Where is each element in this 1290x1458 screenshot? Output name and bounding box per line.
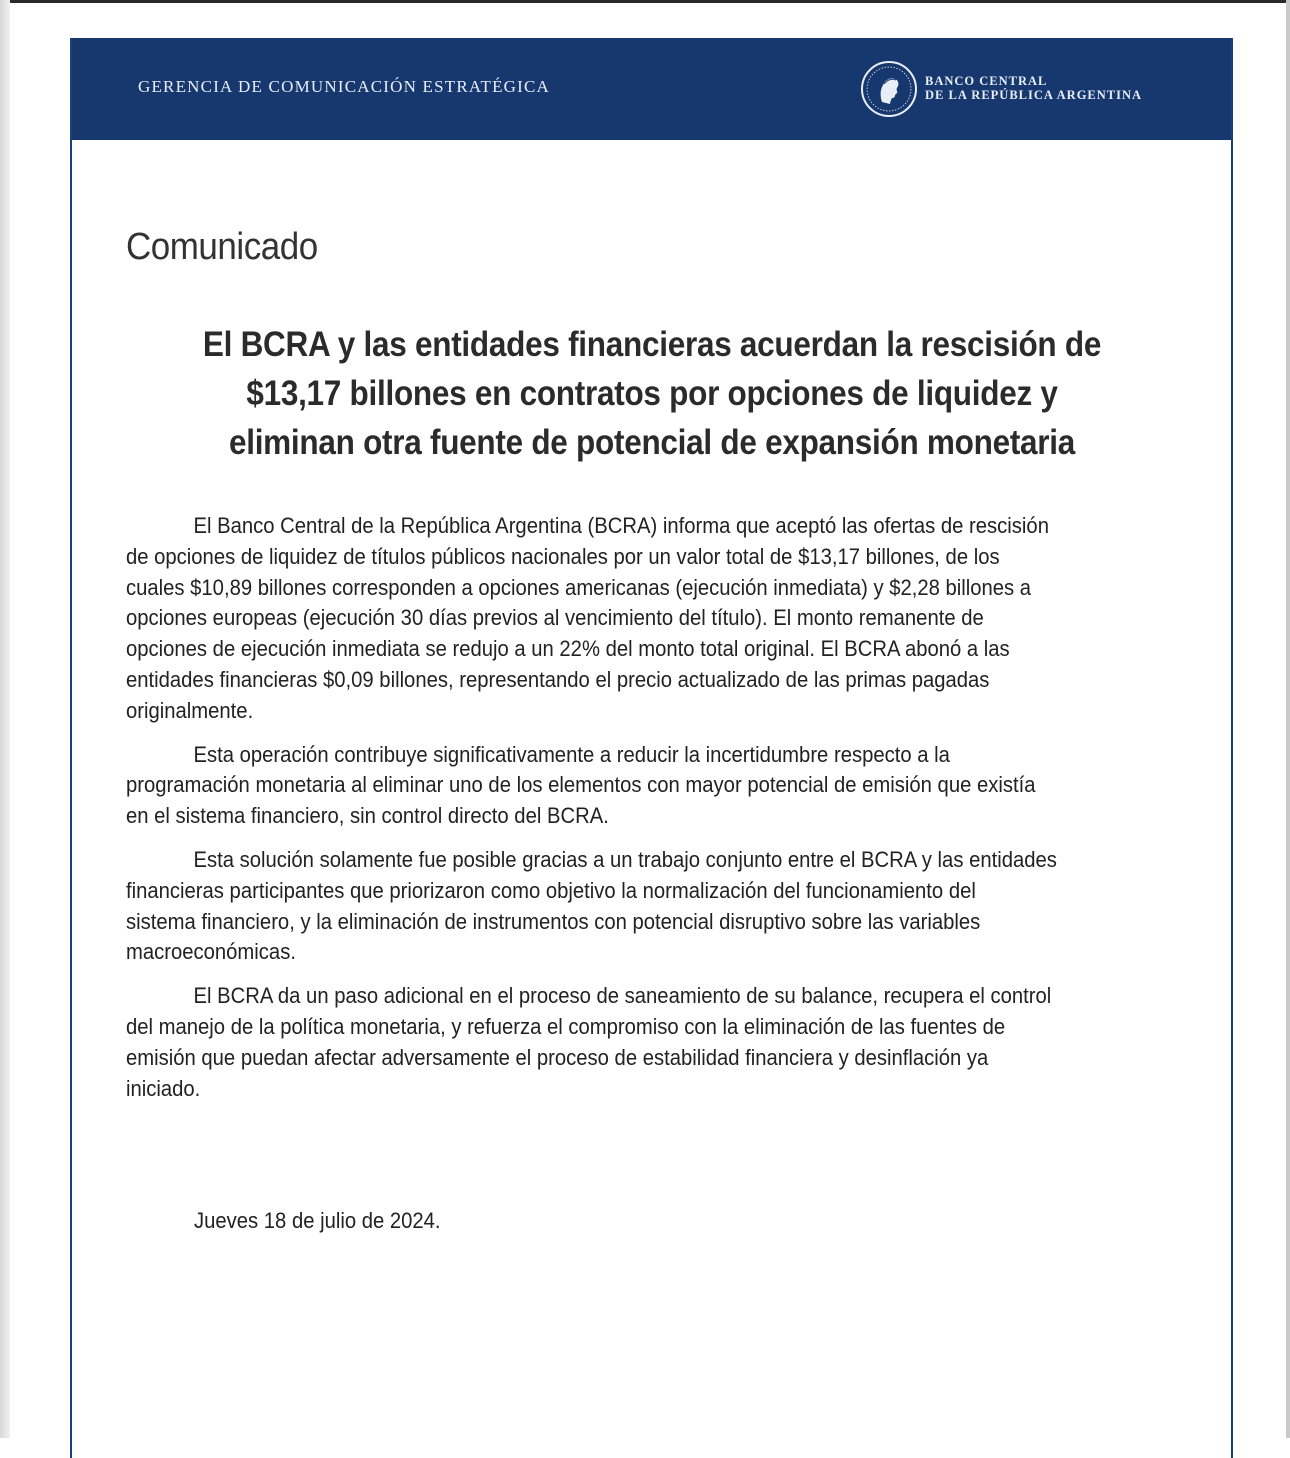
left-page-shadow (0, 0, 10, 1438)
paragraph-line: programación monetaria al eliminar uno de los elementos con mayor potencial de emisión que existía (126, 772, 1036, 798)
paragraph-line: financieras participantes que priorizaron como objetivo la normalización del funcionamiento del (126, 877, 976, 903)
paragraph (126, 740, 1216, 832)
paragraph-line: cuales $10,89 billones corresponden a opciones americanas (ejecución inmediata) y $2,28 billones a (126, 574, 1032, 600)
department-name: GERENCIA DE COMUNICACIÓN ESTRATÉGICA (138, 77, 551, 96)
document-date: Jueves 18 de julio de 2024. (194, 1208, 441, 1233)
paragraph-line: El Banco Central de la República Argentina (BCRA) informa que aceptó las ofertas de rescisión (193, 513, 1049, 538)
letterhead-banner (72, 38, 1231, 140)
paragraph-line: originalmente. (126, 697, 254, 723)
document-type-label: Comunicado (126, 226, 318, 268)
paragraph-line: de opciones de liquidez de títulos públicos nacionales por un valor total de $13,17 billones, de los (126, 543, 1000, 569)
paragraph-line: opciones de ejecución inmediata se redujo a un 22% del monto total original. El BCRA abonó a las (126, 636, 1010, 662)
paragraph-line: macroeconómicas. (126, 939, 296, 965)
top-edge-line (0, 0, 1290, 3)
paragraph-line: iniciado. (126, 1075, 201, 1101)
bank-name-line1: BANCO CENTRAL (925, 74, 1048, 88)
bank-name (925, 74, 1142, 102)
paragraph-line: sistema financiero, y la eliminación de instrumentos con potencial disruptivo sobre las variables (126, 908, 981, 934)
paragraph (126, 845, 1216, 968)
paragraph (126, 981, 1216, 1104)
paragraph-line: Esta operación contribuye significativamente a reducir la incertidumbre respecto a la (193, 741, 950, 767)
paragraph-line: emisión que puedan afectar adversamente el proceso de estabilidad financiera y desinflación ya (126, 1044, 989, 1070)
title-line: eliminan otra fuente de potencial de expansión monetaria (228, 423, 1076, 462)
paragraph-line: Esta solución solamente fue posible gracias a un trabajo conjunto entre el BCRA y las entidades (193, 846, 1057, 872)
paragraph-line: El BCRA da un paso adicional en el proceso de saneamiento de su balance, recupera el control (193, 983, 1052, 1009)
paragraph-line: entidades financieras $0,09 billones, representando el precio actualizado de las primas pagadas (126, 666, 990, 692)
bcra-seal-icon (860, 60, 918, 118)
document-body (126, 511, 1216, 1117)
paragraph (126, 511, 1216, 727)
right-page-edge (1286, 0, 1290, 1438)
title-line: $13,17 billones en contratos por opciones de liquidez y (246, 374, 1058, 413)
bank-name-line2: DE LA REPÚBLICA ARGENTINA (925, 88, 1143, 102)
paragraph-line: del manejo de la política monetaria, y refuerza el compromiso con la eliminación de las fuentes de (126, 1013, 1006, 1039)
title-line: El BCRA y las entidades financieras acuerdan la rescisión de (202, 325, 1102, 364)
document-page (70, 38, 1233, 1458)
document-title (92, 320, 1212, 467)
paragraph-line: opciones europeas (ejecución 30 días previos al vencimiento del título). El monto remanente de (126, 605, 984, 631)
paragraph-line: en el sistema financiero, sin control directo del BCRA. (126, 803, 609, 829)
